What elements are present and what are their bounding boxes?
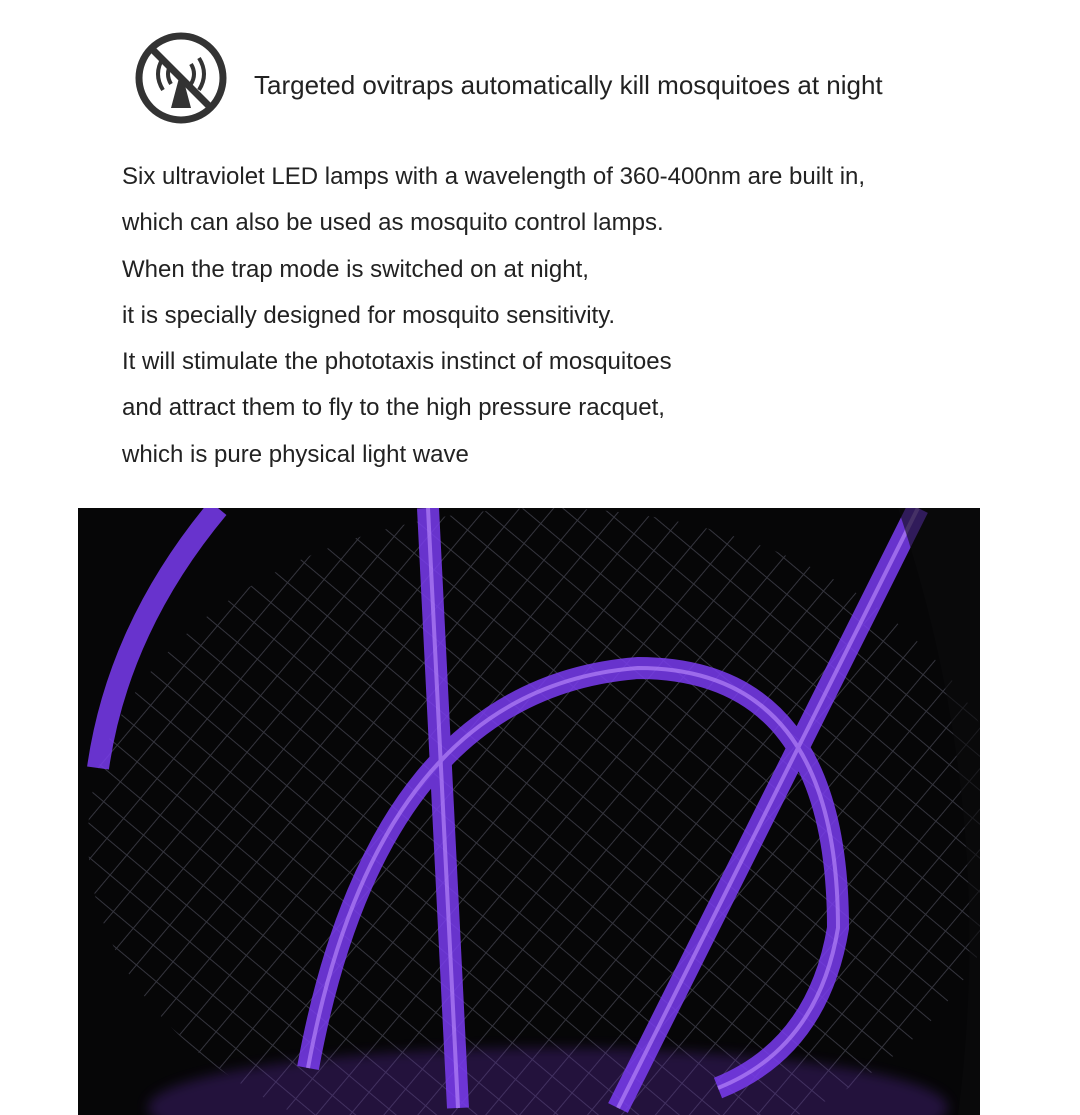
- description-line: it is specially designed for mosquito sensitivity.: [122, 301, 616, 329]
- description-line: When the trap mode is switched on at night,: [122, 255, 589, 283]
- description-line: It will stimulate the phototaxis instinct of mosquitoes: [122, 348, 672, 376]
- product-photo-uv-racket: [78, 508, 980, 1115]
- no-signal-icon: [133, 30, 229, 126]
- description-line: Six ultraviolet LED lamps with a wavelength of 360-400nm are built in,: [122, 163, 866, 190]
- description-line: which can also be used as mosquito control lamps.: [122, 209, 664, 237]
- description-line: which is pure physical light wave: [122, 440, 469, 468]
- description-line: and attract them to fly to the high pressure racquet,: [122, 394, 665, 422]
- headline: Targeted ovitraps automatically kill mosquitoes at night: [254, 70, 883, 100]
- description: [122, 154, 865, 478]
